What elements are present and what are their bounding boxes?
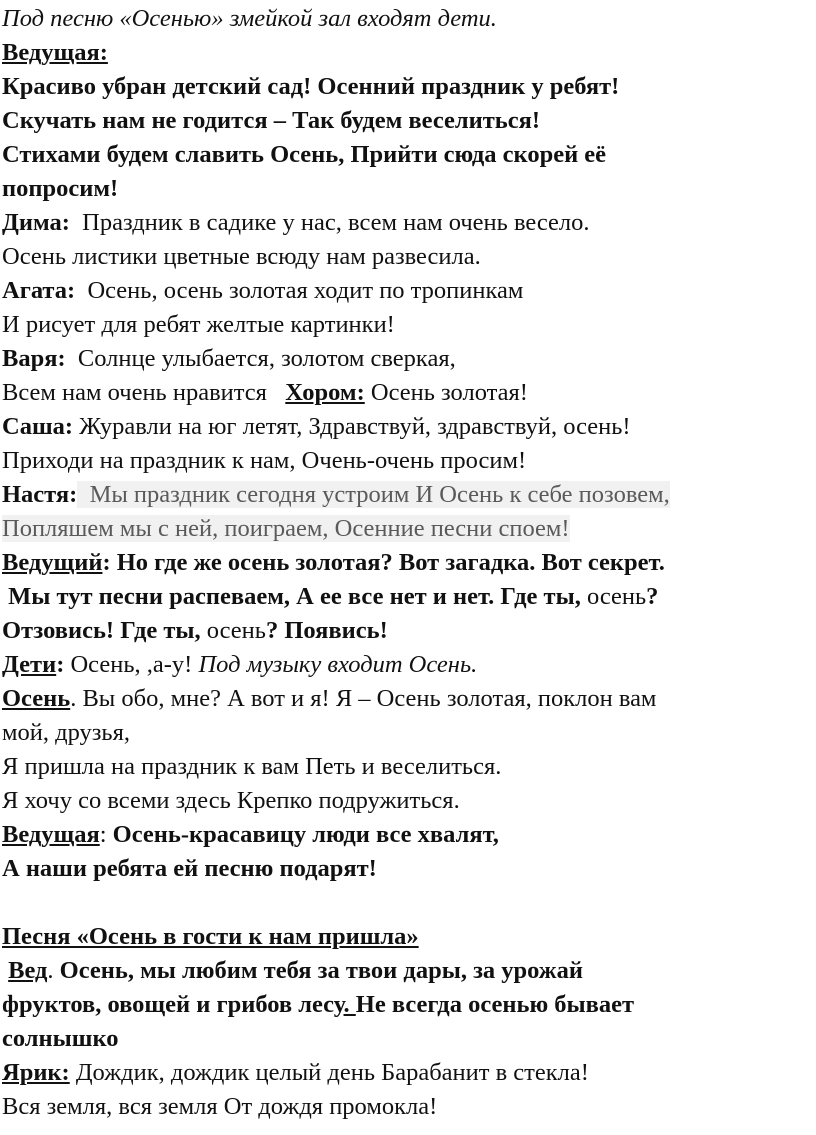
varya-line-1 (2, 342, 808, 376)
agata-line-1 (2, 274, 808, 308)
autumn-line-4: Я хочу со всеми здесь Крепко подружиться. (2, 787, 460, 814)
dima-text-1: Праздник в садике у нас, всем нам очень весело. (69, 209, 590, 236)
nastya-line-1 (2, 478, 808, 512)
ved-text-2: фруктов, овощей и грибов лесу (2, 991, 344, 1018)
host-line-3: Стихами будем славить Осень, Прийти сюда скорей её (2, 141, 607, 168)
yarik-line-2: Вся земля, вся земля От дождя промокла! (2, 1093, 438, 1120)
host-line-4: попросим! (2, 175, 119, 202)
host-question-text-1: : Но где же осень золотая? Вот загадка. Вот секрет. (102, 549, 665, 576)
autumn-text-1: . Вы обо, мне? А вот и я! Я – Осень золотая, поклон вам (70, 685, 657, 712)
host-question-autumn-1: осень (580, 583, 647, 610)
speaker-chorus: Хором: (285, 379, 365, 406)
ved-line-3: солнышко (2, 1025, 119, 1052)
dima-line-2: Осень листики цветные всюду нам развесила. (2, 243, 481, 270)
varya-text-2: Всем нам очень нравится (2, 379, 286, 406)
host-question-line-3 (2, 614, 808, 648)
host-line-2: Скучать нам не годится – Так будем веселиться! (2, 107, 541, 134)
autumn-line-3: Я пришла на праздник к вам Петь и веселиться. (2, 753, 502, 780)
host-question-line-1 (2, 546, 808, 580)
sasha-text-1: Журавли на юг летят, Здравствуй, здравствуй, осень! (73, 413, 631, 440)
sasha-line-2: Приходи на праздник к нам, Очень-очень просим! (2, 447, 527, 474)
speaker-children-colon: : (56, 651, 65, 678)
ved-text-2-dot: . (343, 991, 356, 1018)
speaker-varya: Варя: (2, 345, 66, 372)
host-line-1: Красиво убран детский сад! Осенний праздник у ребят! (2, 73, 620, 100)
host-question-text-4: ? Появись! (265, 617, 388, 644)
stage-direction-autumn-enters: Под музыку входит Осень. (198, 651, 478, 678)
speaker-autumn: Осень (2, 685, 71, 712)
children-line (2, 648, 808, 682)
agata-text-1: Осень, осень золотая ходит по тропинкам (75, 277, 524, 304)
chorus-text: Осень золотая! (364, 379, 528, 406)
dima-line-1 (2, 206, 808, 240)
autumn-line-1 (2, 682, 808, 716)
speaker-host-1: Ведущая: (2, 39, 108, 66)
speaker-host-2: Ведущий (2, 549, 103, 576)
host-question-text-2: Мы тут песни распеваем, А ее все нет и нет. Где ты, (2, 583, 581, 610)
speaker-agata: Агата: (2, 277, 76, 304)
yarik-text-1: Дождик, дождик целый день Барабанит в стекла! (69, 1059, 589, 1086)
varya-text-1: Солнце улыбается, золотом сверкая, (65, 345, 456, 372)
host-praise-text-1: Осень-красавицу люди все хвалят, (112, 821, 499, 848)
nastya-text-2: Попляшем мы с ней, поиграем, Осенние песни споем! (2, 515, 570, 542)
speaker-children: Дети (2, 651, 57, 678)
speaker-host-3: Ведущая (2, 821, 100, 848)
speaker-host-3-colon: : (99, 821, 113, 848)
agata-line-2: И рисует для ребят желтые картинки! (2, 311, 395, 338)
host-praise-line-1 (2, 818, 808, 852)
autumn-line-2: мой, друзья, (2, 719, 131, 746)
stage-direction-entrance: Под песню «Осенью» змейкой зал входят дети. (2, 5, 497, 32)
ved-text-3: Не всегда осенью бывает (355, 991, 635, 1018)
sasha-line-1 (2, 410, 808, 444)
blank-line (2, 886, 808, 920)
speaker-yarik: Ярик: (2, 1059, 70, 1086)
host-question-autumn-2: осень (200, 617, 266, 644)
nastya-line-2 (2, 512, 808, 546)
ved-text-1: Осень, мы любим тебя за твои дары, за урожай (59, 957, 583, 984)
host-question-mark-1: ? (646, 583, 659, 610)
speaker-dima: Дима: (2, 209, 70, 236)
ved-line-1 (2, 954, 808, 988)
speaker-sasha: Саша: (2, 413, 74, 440)
host-question-line-2 (2, 580, 808, 614)
nastya-text-1: Мы праздник сегодня устроим И Осень к себе позовем, (77, 481, 670, 508)
speaker-ved-dot: . (47, 957, 60, 984)
host-question-text-3: Отзовись! Где ты, (2, 617, 201, 644)
speaker-ved: Вед (8, 957, 48, 984)
host-praise-line-2: А наши ребята ей песню подарят! (2, 855, 377, 882)
varya-line-2 (2, 376, 808, 410)
ved-line-2 (2, 988, 808, 1022)
children-text: Осень, ,а-у! (64, 651, 199, 678)
song-title: Песня «Осень в гости к нам пришла» (2, 923, 419, 950)
speaker-nastya: Настя: (2, 481, 78, 508)
yarik-line-1 (2, 1056, 808, 1090)
